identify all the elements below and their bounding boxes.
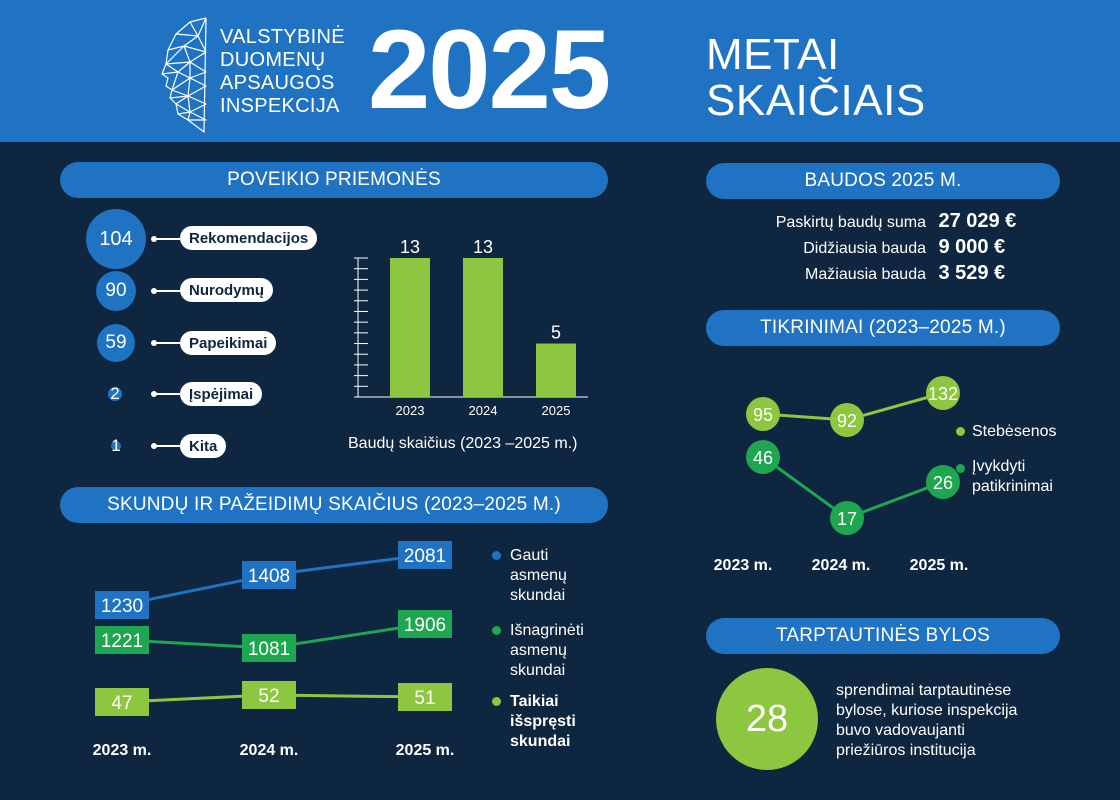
measure-value-orders: 90	[96, 271, 136, 311]
x-tick-label: 2023	[395, 403, 425, 418]
organization-name	[220, 26, 345, 118]
description-line: sprendimai tarptautinėse	[836, 682, 1012, 699]
x-tick-label: 2024 m.	[811, 557, 871, 574]
measure-value-warnings: 2	[108, 387, 122, 401]
measure-value-reprimands: 59	[97, 324, 135, 362]
org-line-4: INSPEKCIJA	[220, 95, 340, 117]
legend-dot-received	[492, 551, 501, 560]
inspections-line-chart	[700, 360, 969, 585]
x-tick-label: 2025	[541, 403, 571, 418]
x-tick-label: 2025 m.	[395, 742, 455, 759]
fine-value: 27 029 €	[938, 210, 1017, 232]
legend-dot-settled	[492, 697, 501, 706]
data-label: 92	[836, 411, 858, 431]
measure-label-orders: Nurodymų	[180, 278, 273, 302]
data-label: 26	[932, 473, 954, 493]
x-tick-label: 2025 m.	[909, 557, 969, 574]
legend-line: asmenų	[510, 567, 567, 584]
header-banner	[0, 0, 1120, 142]
bar-value-label: 13	[399, 237, 421, 257]
bar-value-label: 5	[550, 322, 562, 343]
x-tick-label: 2024 m.	[239, 742, 299, 759]
measure-label-warnings: Įspėjimai	[180, 382, 262, 406]
legend-dot-examined	[492, 626, 501, 635]
data-label: 1081	[247, 639, 291, 660]
legend-line: skundai	[510, 587, 566, 604]
data-label: 1221	[100, 631, 144, 652]
page-subtitle	[706, 32, 926, 124]
connector-line	[154, 238, 180, 240]
page-title-year: 2025	[368, 7, 610, 132]
legend-dot-monitoring	[956, 427, 965, 436]
measures-section-title: POVEIKIO PRIEMONĖS	[60, 162, 608, 198]
measure-label-recommendations: Rekomendacijos	[180, 226, 317, 250]
fine-value: 9 000 €	[938, 236, 1006, 258]
data-label: 1906	[403, 615, 447, 636]
data-label: 95	[752, 405, 774, 425]
connector-line	[154, 393, 180, 395]
data-label: 2081	[403, 546, 447, 567]
data-label: 17	[836, 509, 858, 529]
legend-dot-inspections	[956, 464, 965, 473]
bar-chart-caption: Baudų skaičius (2023 –2025 m.)	[348, 435, 578, 452]
intl-cases-description	[836, 681, 1017, 761]
measure-value-recommendations: 104	[86, 209, 146, 269]
legend-monitoring	[972, 422, 1057, 442]
fine-row-min	[758, 262, 1028, 285]
fine-value: 3 529 €	[938, 262, 1006, 284]
complaints-line-chart	[80, 530, 480, 760]
legend-line: skundai	[510, 733, 571, 750]
fine-row-total	[758, 210, 1028, 233]
legend-examined	[510, 621, 584, 681]
intl-cases-count: 28	[716, 668, 818, 770]
legend-line: Gauti	[510, 547, 549, 564]
data-label: 47	[111, 693, 133, 714]
x-tick-label: 2024	[468, 403, 498, 418]
fine-label: Mažiausia bauda	[805, 266, 926, 283]
data-label: 46	[752, 448, 774, 468]
org-line-3: APSAUGOS	[220, 72, 335, 94]
data-label: 1408	[247, 566, 291, 587]
org-line-1: VALSTYBINĖ	[220, 26, 345, 48]
data-label: 51	[414, 688, 436, 709]
measure-value-other: 1	[111, 436, 121, 455]
legend-line: Įvykdyti	[972, 458, 1026, 475]
legend-inspections	[972, 457, 1053, 497]
legend-line: skundai	[510, 662, 566, 679]
face-mesh-logo-icon	[160, 16, 210, 134]
measure-label-other: Kita	[180, 434, 226, 458]
fine-row-max	[758, 236, 1028, 259]
description-line: buvo vadovaujanti	[836, 722, 965, 739]
legend-line: Taikiai	[510, 693, 559, 710]
legend-line: Stebėsenos	[972, 423, 1057, 440]
description-line: bylose, kuriose inspekcija	[836, 702, 1018, 719]
bar	[390, 258, 430, 397]
legend-received	[510, 546, 567, 606]
legend-line: išspręsti	[510, 713, 576, 730]
fine-label: Paskirtų baudų suma	[775, 214, 926, 231]
legend-line: Išnagrinėti	[510, 622, 584, 639]
data-label: 1230	[100, 596, 144, 617]
inspections-section-title: TIKRINIMAI (2023–2025 M.)	[706, 310, 1060, 346]
bar-value-label: 13	[472, 237, 494, 257]
description-line: priežiūros institucija	[836, 742, 976, 759]
subtitle-line-1: METAI	[706, 30, 840, 79]
org-line-2: DUOMENŲ	[220, 49, 326, 71]
complaints-section-title: SKUNDŲ IR PAŽEIDIMŲ SKAIČIUS (2023–2025 M.)	[60, 487, 608, 523]
x-tick-label: 2023 m.	[92, 742, 152, 759]
connector-line	[154, 290, 180, 292]
bar	[536, 344, 576, 397]
legend-line: asmenų	[510, 642, 567, 659]
connector-line	[154, 342, 180, 344]
connector-line	[154, 445, 180, 447]
fines-count-bar-chart	[340, 230, 610, 430]
fine-label: Didžiausia bauda	[803, 240, 926, 257]
legend-line: patikrinimai	[972, 478, 1053, 495]
measure-label-reprimands: Papeikimai	[180, 331, 276, 355]
intl-section-title: TARPTAUTINĖS BYLOS	[706, 618, 1060, 654]
x-tick-label: 2023 m.	[713, 557, 773, 574]
subtitle-line-2: SKAIČIAIS	[706, 76, 926, 125]
data-label: 132	[927, 384, 959, 404]
data-label: 52	[258, 686, 280, 707]
fines-section-title: BAUDOS 2025 M.	[706, 163, 1060, 199]
bar	[463, 258, 503, 397]
legend-settled	[510, 692, 576, 752]
